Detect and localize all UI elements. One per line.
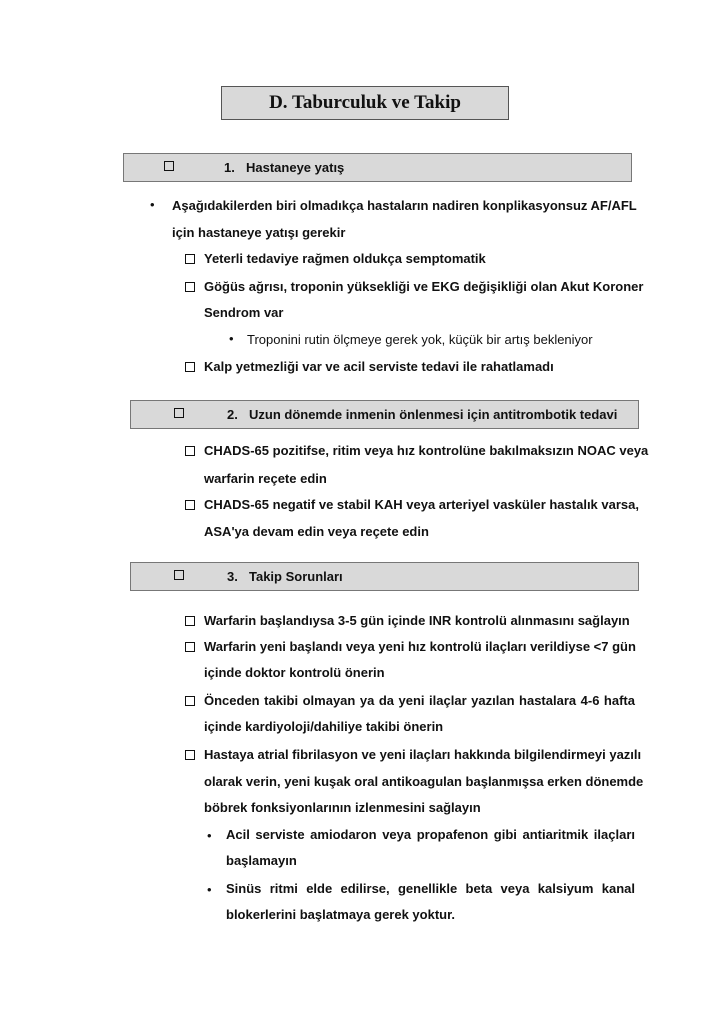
bullet-icon: •: [229, 331, 234, 346]
checkbox-icon: [185, 642, 195, 652]
section-label: Hastaneye yatış: [246, 160, 345, 175]
list-item-continued: olarak verin, yeni kuşak oral antikoagulan başlanmışsa erken dönemde: [204, 774, 644, 789]
bullet-item: Sinüs ritmi elde edilirse, genellikle beta veya kalsiyum kanal: [226, 881, 635, 896]
list-item: Göğüs ağrısı, troponin yüksekliği ve EKG değişikliği olan Akut Koroner: [204, 279, 644, 294]
checkbox-icon: [185, 616, 195, 626]
checkbox-icon: [185, 254, 195, 264]
list-item-continued: warfarin reçete edin: [204, 471, 327, 486]
page-title: D. Taburculuk ve Takip: [221, 86, 509, 120]
checkbox-icon: [174, 570, 184, 580]
bullet-item-continued: başlamayın: [226, 853, 297, 868]
list-item: Warfarin başlandıysa 3-5 gün içinde INR kontrolü alınmasını sağlayın: [204, 613, 630, 628]
section-number: 3.: [227, 569, 238, 584]
list-item: CHADS-65 pozitifse, ritim veya hız kontrolüne bakılmaksızın NOAC veya: [204, 443, 649, 458]
section-number: 2.: [227, 407, 238, 422]
sub-bullet-item: Troponini rutin ölçmeye gerek yok, küçük bir artış bekleniyor: [247, 332, 593, 347]
checkbox-icon: [185, 696, 195, 706]
checkbox-icon: [164, 161, 174, 171]
list-item-continued: böbrek fonksiyonlarının izlenmesini sağlayın: [204, 800, 481, 815]
list-item-continued: Sendrom var: [204, 305, 284, 320]
list-item: Kalp yetmezliği var ve acil serviste tedavi ile rahatlamadı: [204, 359, 554, 374]
bullet-icon: •: [150, 197, 155, 212]
list-item-continued: ASA'ya devam edin veya reçete edin: [204, 524, 429, 539]
bullet-icon: •: [207, 828, 212, 843]
checkbox-icon: [185, 282, 195, 292]
list-item: Önceden takibi olmayan ya da yeni ilaçlar yazılan hastalara 4-6 hafta: [204, 693, 635, 708]
list-item: Warfarin yeni başlandı veya yeni hız kontrolü ilaçları verildiyse <7 gün: [204, 639, 636, 654]
checkbox-icon: [185, 500, 195, 510]
checkbox-icon: [174, 408, 184, 418]
list-item: CHADS-65 negatif ve stabil KAH veya arteriyel vasküler hastalık varsa,: [204, 497, 639, 512]
section-label: Takip Sorunları: [249, 569, 343, 584]
checkbox-icon: [185, 750, 195, 760]
checkbox-icon: [185, 446, 195, 456]
list-item-continued: içinde doktor kontrolü önerin: [204, 665, 385, 680]
bullet-item-continued: blokerlerini başlatmaya gerek yoktur.: [226, 907, 456, 922]
checkbox-icon: [185, 362, 195, 372]
list-item: Yeterli tedaviye rağmen oldukça semptomatik: [204, 251, 486, 266]
intro-line: için hastaneye yatışı gerekir: [172, 225, 346, 240]
bullet-item: Acil serviste amiodaron veya propafenon gibi antiaritmik ilaçları: [226, 827, 635, 842]
list-item-continued: içinde kardiyoloji/dahiliye takibi önerin: [204, 719, 444, 734]
list-item: Hastaya atrial fibrilasyon ve yeni ilaçları hakkında bilgilendirmeyi yazılı: [204, 747, 642, 762]
section-number: 1.: [224, 160, 235, 175]
section-1-header: [123, 153, 632, 182]
section-label: Uzun dönemde inmenin önlenmesi için antitrombotik tedavi: [249, 407, 618, 422]
section-3-header: [130, 562, 639, 591]
bullet-icon: •: [207, 882, 212, 897]
section-2-header: [130, 400, 639, 429]
intro-line: Aşağıdakilerden biri olmadıkça hastaların nadiren konplikasyonsuz AF/AFL: [172, 198, 637, 213]
